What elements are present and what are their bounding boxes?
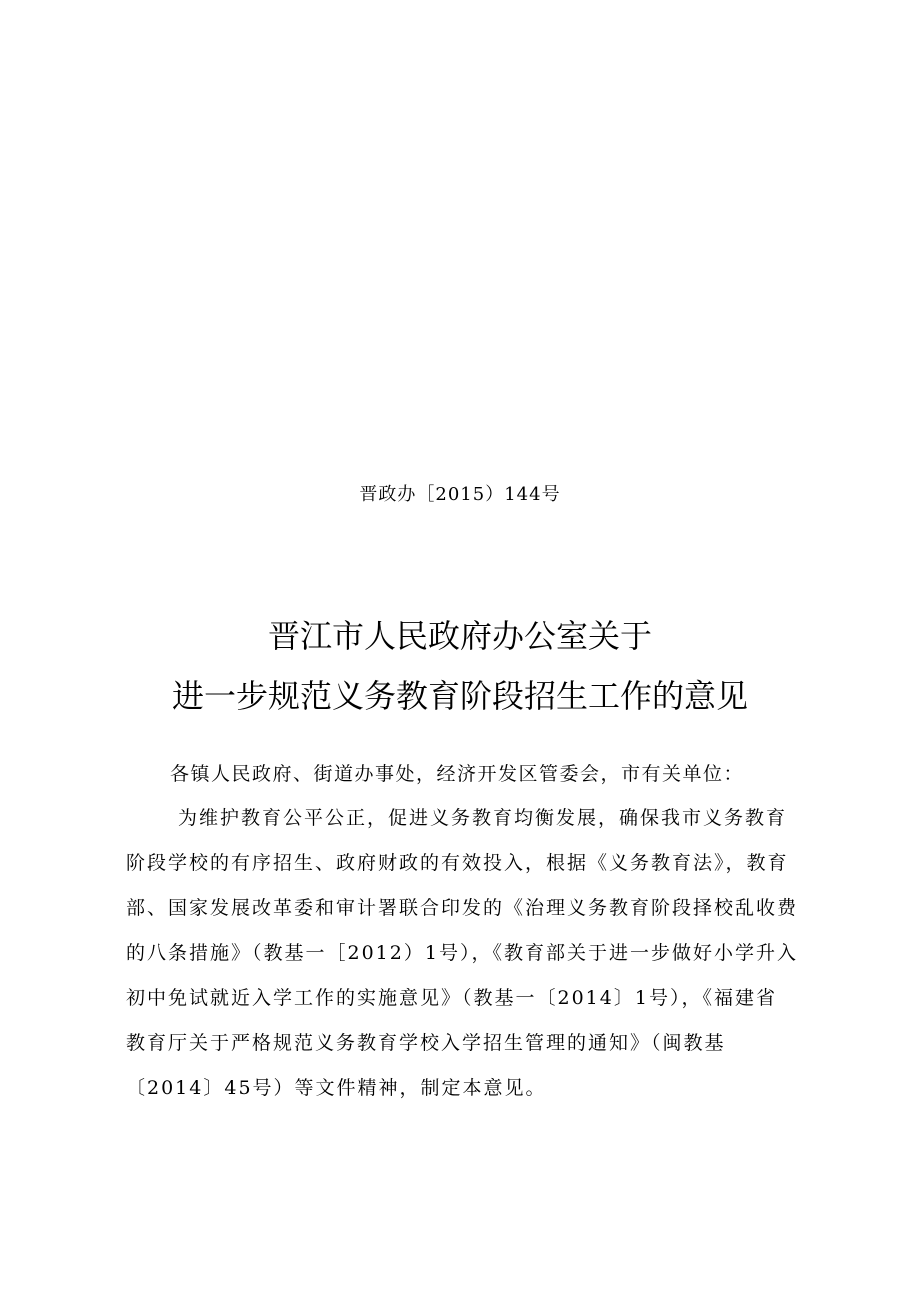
body-line: 部、国家发展改革委和审计署联合印发的《治理义务教育阶段择校乱收费 [126,897,799,919]
title-line-2: 进一步规范义务教育阶段招生工作的意见 [171,677,748,715]
document-title [0,606,920,726]
body-line: 阶段学校的有序招生、政府财政的有效投入，根据《义务教育法》，教育 [126,852,789,874]
body-line: 的八条措施》（教基一［2012）1号），《教育部关于进一步做好小学升入 [126,942,798,964]
body-paragraph [126,796,806,1111]
body-line: 初中免试就近入学工作的实施意见》（教基一〔2014〕1号），《福建省 [126,987,777,1009]
salutation: 各镇人民政府、街道办事处，经济开发区管委会，市有关单位： [170,763,745,785]
title-line-1: 晋江市人民政府办公室关于 [267,617,652,655]
document-number: 晋政办［2015）144号 [359,484,561,505]
body-line: 教育厅关于严格规范义务教育学校入学招生管理的通知》（闽教基 [126,1032,726,1054]
body-line: 为维护教育公平公正，促进义务教育均衡发展，确保我市义务教育 [178,807,788,829]
body-line: 〔2014〕45号）等文件精神，制定本意见。 [126,1077,547,1099]
